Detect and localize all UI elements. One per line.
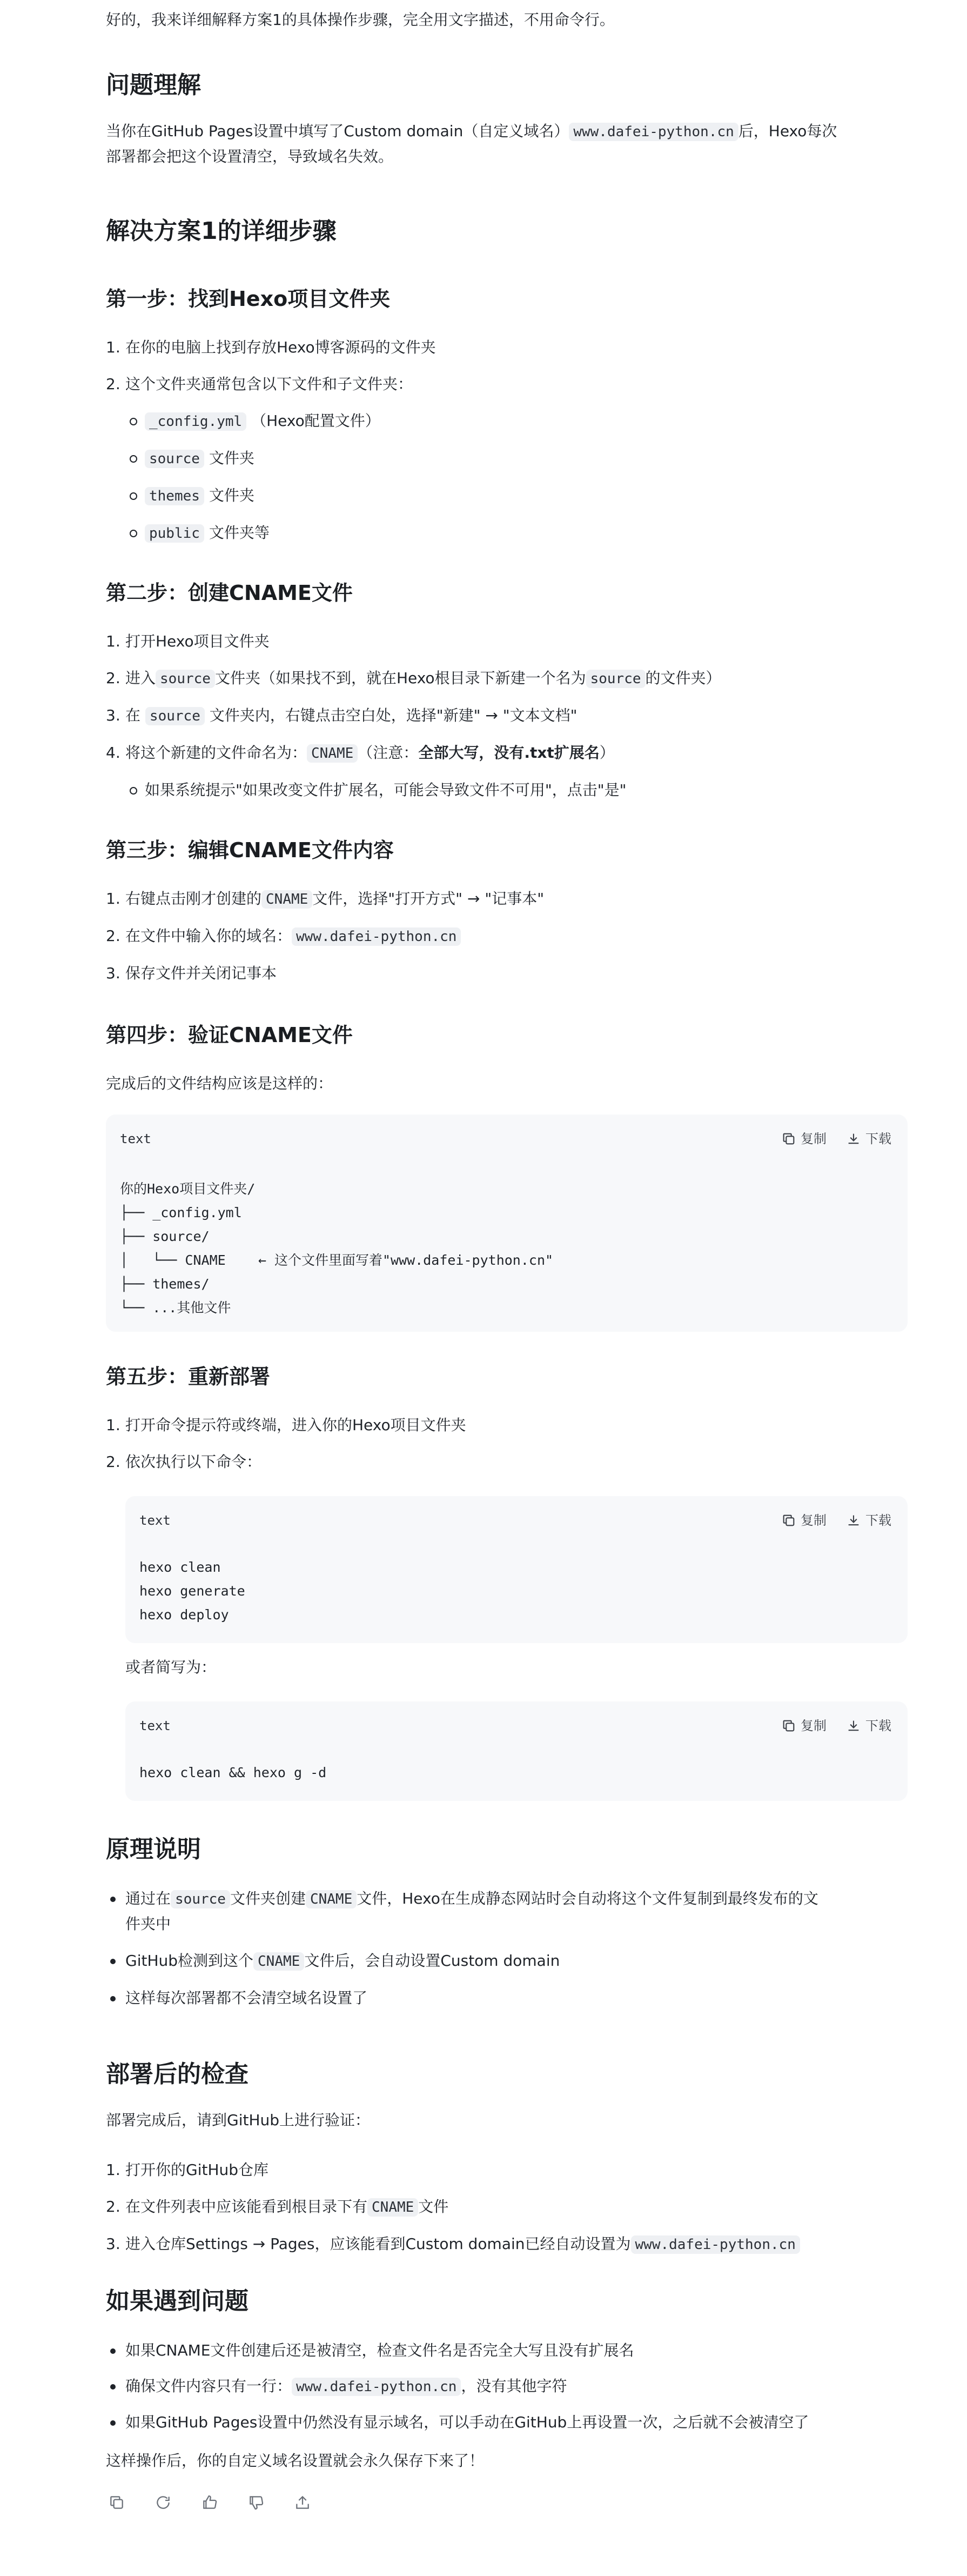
- download-icon: [846, 1131, 861, 1146]
- intro-text: 好的，我来详细解释方案1的具体操作步骤，完全用文字描述，不用命令行。: [106, 11, 615, 29]
- list-text: 通过在: [125, 1890, 171, 1907]
- message-toolbar: [106, 2492, 313, 2513]
- list-text: 如果GitHub Pages设置中仍然没有显示域名，可以手动在GitHub上再设置一次，之后就不会被清空了: [125, 2413, 809, 2431]
- list-item: [106, 2158, 908, 2183]
- inline-code: www.dafei-python.cn: [292, 927, 461, 946]
- list-text: GitHub检测到这个: [125, 1952, 254, 1970]
- list-item: [106, 924, 908, 949]
- list-text: 进入: [125, 669, 156, 687]
- like-button[interactable]: [199, 2492, 220, 2513]
- list-text: 确保文件内容只有一行：: [125, 2377, 292, 2395]
- issue-list: [106, 2338, 908, 2435]
- sub-text: 如果系统提示"如果改变文件扩展名，可能会导致文件不可用"，点击"是": [145, 781, 627, 799]
- list-text: 在: [125, 706, 141, 724]
- list-item: [106, 2374, 908, 2399]
- regenerate-icon: [155, 2494, 172, 2511]
- problem-text-c: 部署都会把这个设置清空，导致域名失效。: [106, 148, 394, 165]
- sub-list-item: [106, 446, 908, 471]
- download-code-button[interactable]: [846, 1508, 891, 1533]
- copy-label: 复制: [801, 1131, 827, 1146]
- code-language-label: text: [139, 1718, 171, 1733]
- download-code-button[interactable]: [846, 1126, 891, 1151]
- heading-step5: 第五步：重新部署: [106, 1365, 271, 1389]
- inline-code: CNAME: [367, 2198, 418, 2217]
- list-text: （注意：: [358, 744, 419, 762]
- list-text: 在你的电脑上找到存放Hexo博客源码的文件夹: [125, 338, 436, 356]
- copy-code-button[interactable]: [781, 1126, 827, 1151]
- list-item: [106, 2410, 908, 2435]
- domain-code: www.dafei-python.cn: [569, 123, 738, 141]
- sub-list-item: [106, 409, 908, 434]
- list-text: 文件，选择"打开方式" → "记事本": [312, 890, 545, 907]
- sub-list-item: [106, 520, 908, 546]
- code-content: 你的Hexo项目文件夹/ ├── _config.yml ├── source/ │ └── CNAME ← 这个文件里面写着"www.dafei-python.cn" ├── themes/ └── ...其他文件: [120, 1181, 554, 1316]
- copy-code-button[interactable]: [781, 1508, 827, 1533]
- list-item: [106, 666, 908, 691]
- list-text: 文件夹创建: [230, 1890, 306, 1907]
- inline-code: source: [145, 707, 205, 725]
- list-number: 2.: [106, 669, 120, 687]
- code-actions: [781, 1508, 891, 1533]
- list-number: 2.: [106, 375, 120, 393]
- list-number: 1.: [106, 1416, 120, 1434]
- download-label: 下载: [865, 1513, 891, 1528]
- principle-list: [106, 1886, 908, 2011]
- share-button[interactable]: [292, 2492, 313, 2513]
- list-text: 打开Hexo项目文件夹: [125, 632, 270, 650]
- inline-code: source: [171, 1890, 230, 1908]
- code-actions: [781, 1126, 891, 1151]
- list-number: 2.: [106, 927, 120, 945]
- list-number: 3.: [106, 706, 120, 724]
- heading-step1: 第一步：找到Hexo项目文件夹: [106, 287, 391, 311]
- list-text: 件夹中: [125, 1915, 171, 1933]
- list-text: 的文件夹）: [645, 669, 721, 687]
- inline-code: source: [145, 450, 204, 468]
- problem-text-a: 当你在GitHub Pages设置中填写了Custom domain（自定义域名）: [106, 122, 569, 140]
- heading-step3: 第三步：编辑CNAME文件内容: [106, 838, 394, 862]
- list-item: [106, 961, 908, 986]
- step1-list: [106, 335, 908, 546]
- step2-list: [106, 629, 908, 803]
- list-number: 4.: [106, 744, 120, 762]
- problem-paragraph: [106, 119, 908, 169]
- list-number: 1.: [106, 890, 120, 907]
- closing-text: 这样操作后，你的自定义域名设置就会永久保存下来了！: [106, 2452, 485, 2470]
- copy-code-button[interactable]: [781, 1713, 827, 1738]
- check-list: [106, 2158, 908, 2257]
- download-label: 下载: [865, 1718, 891, 1733]
- list-text: 打开命令提示符或终端，进入你的Hexo项目文件夹: [125, 1416, 466, 1434]
- heading-solution: 解决方案1的详细步骤: [106, 217, 337, 245]
- list-item: [106, 1948, 908, 1974]
- heading-step4: 第四步：验证CNAME文件: [106, 1023, 353, 1047]
- list-text: 文件夹（如果找不到，就在Hexo根目录下新建一个名为: [214, 669, 586, 687]
- list-item: [106, 886, 908, 912]
- code-content: hexo clean hexo generate hexo deploy: [139, 1559, 245, 1623]
- list-text: 将这个新建的文件命名为：: [125, 744, 307, 762]
- copy-icon: [108, 2494, 125, 2511]
- emphasis-text: 全部大写，没有.txt扩展名: [418, 744, 600, 762]
- list-item: [106, 740, 908, 766]
- step5-list: [106, 1413, 908, 1474]
- problem-text-b: 后，Hexo每次: [738, 122, 837, 140]
- heading-principle: 原理说明: [106, 1836, 201, 1863]
- list-text: 在文件中输入你的域名：: [125, 927, 292, 945]
- code-language-label: text: [139, 1513, 171, 1528]
- inline-code: themes: [145, 487, 204, 505]
- copy-icon: [781, 1513, 796, 1528]
- check-paragraph: 部署完成后，请到GitHub上进行验证：: [106, 2111, 371, 2129]
- step4-paragraph: 完成后的文件结构应该是这样的：: [106, 1075, 333, 1092]
- copy-icon: [781, 1718, 796, 1733]
- copy-message-button[interactable]: [106, 2492, 127, 2513]
- sub-text: 文件夹等: [209, 524, 270, 542]
- code-actions: [781, 1713, 891, 1738]
- list-item: [106, 703, 908, 729]
- list-item: [106, 2232, 908, 2257]
- list-text: 文件后，会自动设置Custom domain: [304, 1952, 560, 1970]
- list-number: 2.: [106, 1453, 120, 1471]
- regenerate-button[interactable]: [152, 2492, 174, 2513]
- thumbs-up-icon: [201, 2494, 218, 2511]
- list-text: 依次执行以下命令：: [125, 1453, 262, 1471]
- code-language-label: text: [120, 1131, 151, 1146]
- copy-label: 复制: [801, 1718, 827, 1733]
- code-block-short: [125, 1701, 908, 1801]
- list-item: [106, 2194, 908, 2220]
- sub-text: （Hexo配置文件）: [251, 412, 380, 430]
- inline-code: source: [586, 670, 646, 688]
- list-item: [106, 335, 908, 360]
- list-text: ，没有其他字符: [461, 2377, 567, 2395]
- inline-code: source: [156, 670, 215, 688]
- list-number: 1.: [106, 2161, 120, 2179]
- list-text: ）: [599, 744, 615, 762]
- thumbs-down-icon: [247, 2494, 265, 2511]
- share-icon: [294, 2494, 311, 2511]
- inline-code: _config.yml: [145, 412, 246, 431]
- sub-text: 文件夹: [209, 486, 254, 504]
- or-text: 或者简写为：: [125, 1658, 217, 1676]
- list-text: 这个文件夹通常包含以下文件和子文件夹：: [125, 375, 413, 393]
- list-number: 3.: [106, 2235, 120, 2253]
- list-item: [106, 372, 908, 397]
- heading-issue: 如果遇到问题: [106, 2287, 249, 2315]
- list-item: [106, 1986, 908, 2011]
- copy-label: 复制: [801, 1513, 827, 1528]
- list-text: 保存文件并关闭记事本: [125, 964, 277, 982]
- list-number: 3.: [106, 964, 120, 982]
- sub-list-item: [106, 483, 908, 509]
- list-item: [106, 1886, 908, 1937]
- code-content: hexo clean && hexo g -d: [139, 1765, 327, 1780]
- inline-code: www.dafei-python.cn: [631, 2235, 800, 2254]
- list-text: 右键点击刚才创建的: [125, 890, 262, 907]
- list-text: 这样每次部署都不会清空域名设置了: [125, 1989, 368, 2007]
- list-text: 在文件列表中应该能看到根目录下有: [125, 2198, 368, 2215]
- heading-problem: 问题理解: [106, 71, 201, 99]
- dislike-button[interactable]: [245, 2492, 267, 2513]
- list-item: [106, 2338, 908, 2363]
- list-text: 文件: [418, 2198, 449, 2215]
- inline-code: public: [145, 524, 204, 543]
- download-label: 下载: [865, 1131, 891, 1146]
- download-icon: [846, 1513, 861, 1528]
- list-text: 文件，Hexo在生成静态网站时会自动将这个文件复制到最终发布的文: [357, 1890, 818, 1907]
- inline-code: CNAME: [253, 1952, 304, 1971]
- code-block-commands: [125, 1496, 908, 1643]
- list-number: 1.: [106, 338, 120, 356]
- list-number: 2.: [106, 2198, 120, 2215]
- code-block-structure: [106, 1115, 908, 1332]
- inline-code: CNAME: [307, 744, 358, 763]
- copy-icon: [781, 1131, 796, 1146]
- heading-step2: 第二步：创建CNAME文件: [106, 581, 353, 605]
- sub-text: 文件夹: [209, 449, 254, 467]
- list-item: [106, 629, 908, 654]
- heading-check: 部署后的检查: [106, 2060, 249, 2088]
- step3-list: [106, 886, 908, 986]
- inline-code: www.dafei-python.cn: [292, 2378, 461, 2396]
- list-text: 如果CNAME文件创建后还是被清空，检查文件名是否完全大写且没有扩展名: [125, 2341, 634, 2359]
- list-text: 打开你的GitHub仓库: [125, 2161, 269, 2179]
- download-icon: [846, 1718, 861, 1733]
- list-text: 进入仓库Settings → Pages，应该能看到Custom domain已经自动设置为: [125, 2235, 631, 2253]
- list-item: [106, 1450, 908, 1474]
- inline-code: CNAME: [306, 1890, 357, 1908]
- list-item: [106, 1413, 908, 1438]
- sub-list-item: [106, 778, 908, 803]
- download-code-button[interactable]: [846, 1713, 891, 1738]
- inline-code: CNAME: [261, 890, 312, 909]
- list-text: 文件夹内，右键点击空白处，选择"新建" → "文本文档": [209, 706, 577, 724]
- list-number: 1.: [106, 632, 120, 650]
